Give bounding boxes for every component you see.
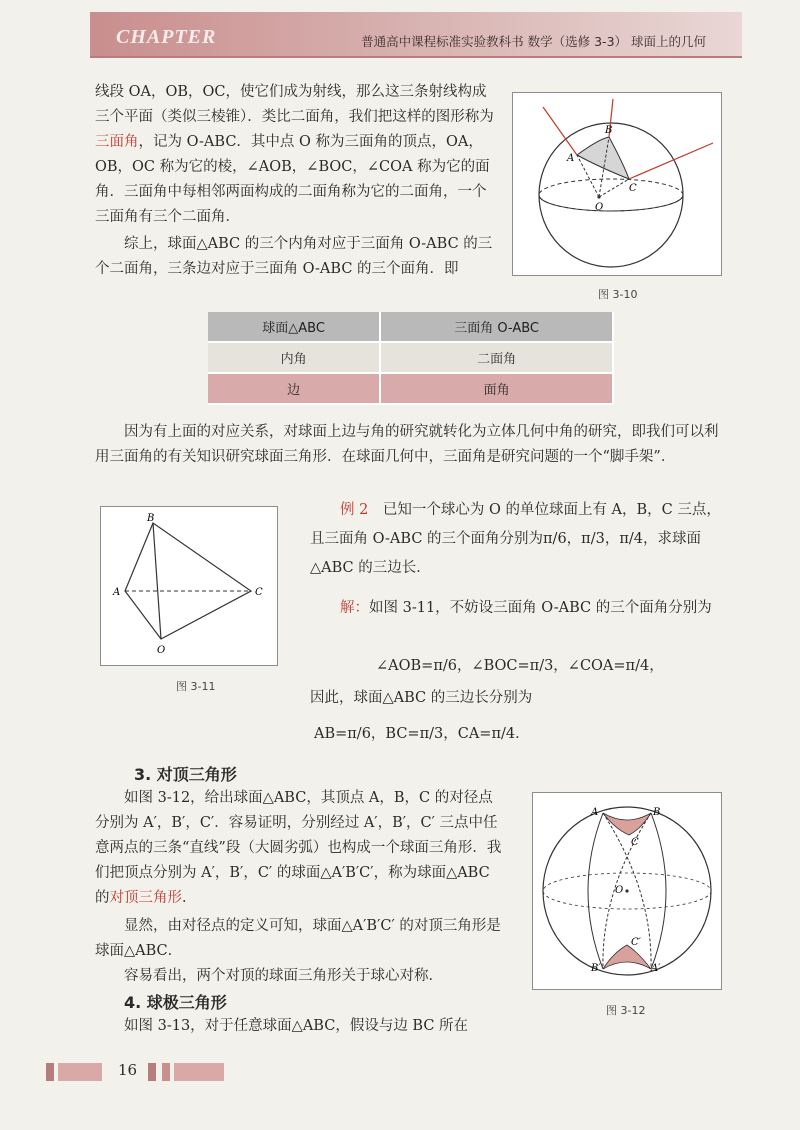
face-angles-formula: ∠AOB=π/6，∠BOC=π/3，∠COA=π/4， — [376, 658, 664, 674]
footer-bar — [174, 1063, 224, 1081]
page-header — [90, 12, 742, 58]
paragraph-antipodal-dual: 显然，由对径点的定义可知，球面△A′B′C′ 的对顶三角形是球面△ABC． — [95, 918, 501, 959]
table-cell: 二面角 — [380, 342, 613, 373]
fig312-label-o: O — [615, 885, 624, 896]
fig311-label-c: C — [255, 587, 263, 598]
tetrahedron-diagram — [101, 507, 277, 665]
section-heading-antipodal-triangle: 3. 对顶三角形 — [134, 765, 237, 784]
footer-bar — [58, 1063, 102, 1081]
chapter-label: CHAPTER — [116, 26, 217, 48]
term-trihedral-angle: 三面角 — [95, 134, 139, 150]
angle-fraction: π/4 — [619, 531, 643, 547]
antipodal-triangle-diagram — [533, 793, 721, 989]
paragraph-scaffold: 因为有上面的对应关系，对球面上边与角的研究就转化为立体几何中角的研究，即我们可以利用三面角的有关知识研究球面三角形．在球面几何中，三面角是研究问题的一个“脚手架”． — [95, 424, 719, 465]
fig312-label-a-prime: A′ — [651, 963, 661, 974]
paragraph-correspondence: 综上，球面△ABC 的三个内角对应于三面角 O-ABC 的三个二面角，三条边对应于三面角 O-ABC 的三个面角．即 — [95, 236, 493, 277]
table-header-cell: 球面△ABC — [208, 312, 380, 342]
table-cell: 面角 — [380, 373, 613, 404]
example-2: 例 2 已知一个球心为 O 的单位球面上有 A，B，C 三点，且三面角 O-ABC 的三个面角分别为π/6，π/3，π/4，求球面△ABC 的三边长． — [310, 502, 721, 576]
fig310-label-o: O — [595, 202, 604, 213]
figure-3-11-caption: 图 3-11 — [176, 680, 216, 693]
figure-3-10 — [512, 92, 722, 276]
angle-fraction: π/3 — [581, 531, 605, 547]
table-cell: 内角 — [208, 342, 380, 373]
figure-3-12 — [532, 792, 722, 990]
fig311-label-o: O — [157, 645, 166, 656]
side-lengths-formula: AB=π/6，BC=π/3，CA=π/4． — [314, 726, 530, 742]
page-number: 16 — [118, 1061, 138, 1079]
book-title: 普通高中课程标准实验教科书 数学（选修 3-3） 球面上的几何 — [361, 34, 706, 49]
fig311-label-b: B — [147, 513, 155, 524]
sphere-trihedral-diagram — [513, 93, 721, 275]
solution-label: 解： — [340, 600, 369, 616]
table-cell: 边 — [208, 373, 380, 404]
table-header-cell: 三面角 O-ABC — [380, 312, 613, 342]
figure-3-10-caption: 图 3-10 — [598, 288, 638, 301]
fig312-label-a: A — [591, 807, 599, 818]
footer-bar — [148, 1063, 156, 1081]
footer-bar — [162, 1063, 170, 1081]
correspondence-table — [208, 312, 614, 405]
figure-3-12-caption: 图 3-12 — [606, 1004, 646, 1017]
fig310-label-b: B — [605, 125, 613, 136]
paragraph-polar-intro: 如图 3-13，对于任意球面△ABC，假设与边 BC 所在 — [124, 1018, 469, 1034]
solution: 解：如图 3-11，不妨设三面角 O-ABC 的三个面角分别为 — [340, 600, 712, 616]
paragraph-antipodal-definition: 如图 3-12，给出球面△ABC，其顶点 A，B，C 的对径点分别为 A′，B′，C′．容易证明，分别经过 A′，B′，C′ 三点中任意两点的三条“直线”段（大圆劣弧）也构成一个球面三角形．我们把顶点分别为 A′，B′，C′ 的球面△A′B′C′，称为球面△ABC 的对顶三角形． — [95, 790, 502, 906]
paragraph-symmetry: 容易看出，两个对顶的球面三角形关于球心对称． — [124, 968, 443, 984]
fig310-label-c: C — [629, 183, 637, 194]
example-label: 例 2 — [340, 502, 369, 518]
section-heading-polar-triangle: 4. 球极三角形 — [124, 993, 227, 1012]
figure-3-11 — [100, 506, 278, 666]
fig312-label-c: C — [631, 837, 639, 848]
angle-fraction: π/6 — [543, 531, 567, 547]
fig312-label-b: B — [653, 807, 661, 818]
fig312-label-b-prime: B′ — [591, 963, 601, 974]
term-antipodal-triangle: 对顶三角形 — [109, 890, 182, 906]
fig311-label-a: A — [113, 587, 121, 598]
paragraph-trihedral-definition: 线段 OA，OB，OC，使它们成为射线，那么这三条射线构成三个平面（类似三棱锥）．类比二面角，我们把这样的图形称为三面角，记为 O-ABC．其中点 O 称为三面角的顶点，OA，OB，OC 称为它的棱，∠AOB，∠BOC，∠COA 称为它的面角．三面角中每相邻两面构成的二面角称为它的二面角，一个三面角有三个二面角． — [95, 84, 494, 225]
fig310-label-a: A — [567, 153, 575, 164]
footer-bar — [46, 1063, 54, 1081]
solution-then: 因此，球面△ABC 的三边长分别为 — [310, 690, 533, 706]
fig312-label-c-prime: C′ — [631, 937, 641, 948]
